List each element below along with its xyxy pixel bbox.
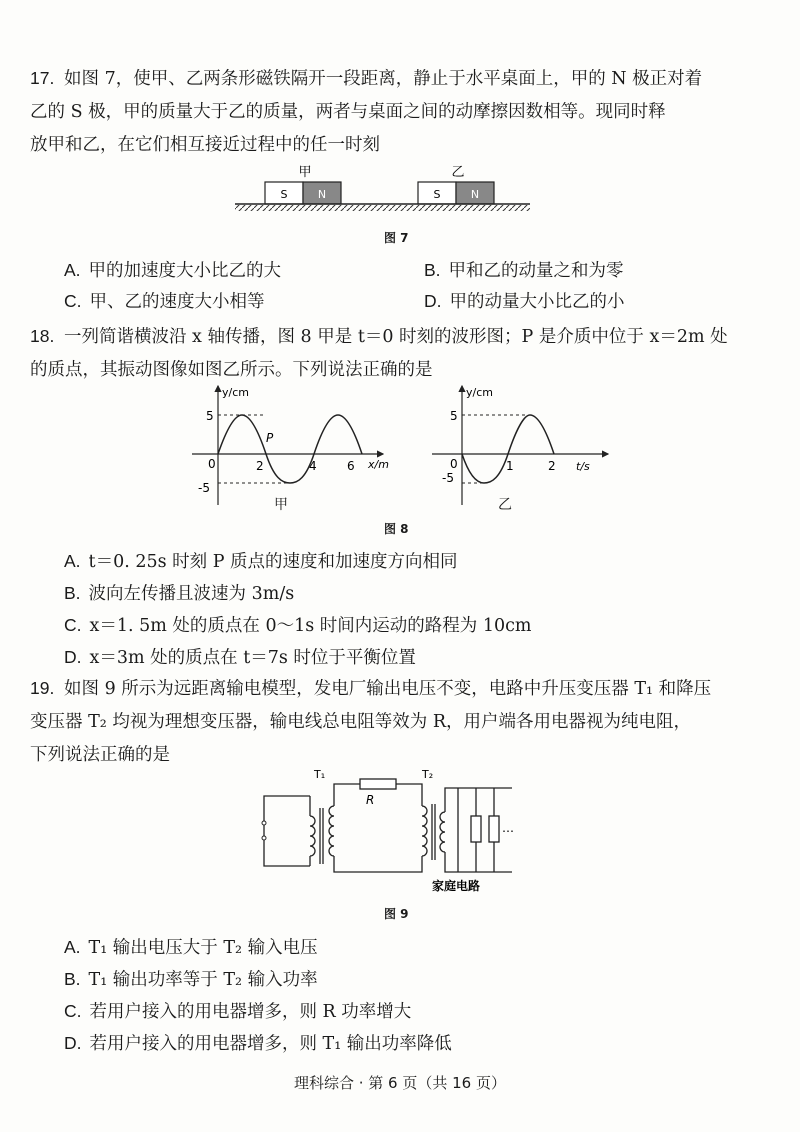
option-label: C. <box>64 291 82 311</box>
option-label: A. <box>64 260 81 280</box>
option-text: 甲、乙的速度大小相等 <box>89 292 265 312</box>
figure-caption: 图 9 <box>384 907 409 921</box>
option-label: A. <box>64 551 81 571</box>
option-text: x＝3m 处的质点在 t＝7s 时位于平衡位置 <box>89 648 416 668</box>
pole-label: N <box>317 188 327 201</box>
resistor-r <box>360 779 396 789</box>
figure-7-magnets <box>230 160 540 220</box>
option-a[interactable] <box>64 936 318 959</box>
option-label: A. <box>64 937 81 957</box>
x-tick-label: 2 <box>256 459 264 473</box>
y-tick-label: 5 <box>450 409 458 423</box>
option-d[interactable] <box>64 646 416 669</box>
question-number: 19. <box>30 678 55 698</box>
option-text: T₁ 输出电压大于 T₂ 输入电压 <box>88 938 318 958</box>
option-label: B. <box>424 260 441 280</box>
x-tick-label: 1 <box>506 459 514 473</box>
option-text: t＝0. 25s 时刻 P 质点的速度和加速度方向相同 <box>88 552 458 572</box>
question-text: 下列说法正确的是 <box>30 745 170 765</box>
question-19 <box>30 672 770 772</box>
question-text: 变压器 T₂ 均视为理想变压器，输电线总电阻等效为 R，用户端各用电器视为纯电阻， <box>30 712 692 732</box>
page-footer: 理科综合 · 第 6 页（共 16 页） <box>293 1074 506 1092</box>
point-p-label: P <box>266 431 274 445</box>
option-label: B. <box>64 583 81 603</box>
option-a[interactable] <box>64 550 458 573</box>
question-text: 如图 7，使甲、乙两条形磁铁隔开一段距离，静止于水平桌面上，甲的 N 极正对着 <box>64 69 703 89</box>
x-tick-label: 4 <box>309 459 317 473</box>
question-text: 放甲和乙，在它们相互接近过程中的任一时刻 <box>30 135 380 155</box>
option-text: 若用户接入的用电器增多，则 T₁ 输出功率降低 <box>89 1034 452 1054</box>
pole-label: N <box>470 188 480 201</box>
option-text: 甲的加速度大小比乙的大 <box>88 261 282 281</box>
option-label: C. <box>64 615 82 635</box>
option-text: 波向左传播且波速为 3m/s <box>88 584 295 604</box>
transformer-t1-label: T₁ <box>314 768 326 781</box>
question-18 <box>30 320 770 387</box>
option-text: 甲和乙的动量之和为零 <box>448 261 624 281</box>
question-text: 的质点，其振动图像如图乙所示。下列说法正确的是 <box>30 360 433 380</box>
option-d[interactable] <box>424 290 625 313</box>
option-text: x＝1. 5m 处的质点在 0～1s 时间内运动的路程为 10cm <box>89 616 532 636</box>
option-b[interactable] <box>64 582 294 605</box>
pole-label: S <box>280 188 288 201</box>
magnet-a-label: 甲 <box>298 165 312 180</box>
axis-label-y: y/cm <box>222 386 249 399</box>
axis-label-x: t/s <box>576 460 590 473</box>
axis-label-x: x/m <box>368 458 389 471</box>
figure-9-circuit <box>250 768 520 898</box>
question-text: 一列简谐横波沿 x 轴传播，图 8 甲是 t＝0 时刻的波形图；P 是介质中位于 x＝2m 处 <box>64 327 728 347</box>
option-c[interactable] <box>64 1000 411 1023</box>
option-label: D. <box>64 1033 82 1053</box>
option-b[interactable] <box>424 259 624 282</box>
option-a[interactable] <box>64 259 281 282</box>
wave-curve <box>218 415 362 483</box>
option-label: D. <box>424 291 442 311</box>
question-number: 18. <box>30 326 55 346</box>
x-tick-label: 6 <box>347 459 355 473</box>
question-text: 乙的 S 极，甲的质量大于乙的质量，两者与桌面之间的动摩擦因数相等。现同时释 <box>30 102 666 122</box>
figure-8-graph-a <box>188 380 398 520</box>
y-tick-label: 5 <box>206 409 214 423</box>
question-17 <box>30 62 770 162</box>
sub-caption-a: 甲 <box>274 497 288 513</box>
option-b[interactable] <box>64 968 318 991</box>
option-label: B. <box>64 969 81 989</box>
option-text: 若用户接入的用电器增多，则 R 功率增大 <box>89 1002 412 1022</box>
option-d[interactable] <box>64 1032 452 1055</box>
transformer-t2-label: T₂ <box>422 768 434 781</box>
table-hatch <box>235 205 530 211</box>
axis-label-y: y/cm <box>466 386 493 399</box>
figure-caption: 图 8 <box>384 522 409 536</box>
magnet-b-label: 乙 <box>451 165 465 180</box>
pole-label: S <box>433 188 441 201</box>
option-text: T₁ 输出功率等于 T₂ 输入功率 <box>88 970 318 990</box>
option-label: C. <box>64 1001 82 1021</box>
figure-caption: 图 7 <box>384 231 409 245</box>
x-tick-label: 2 <box>548 459 556 473</box>
option-label: D. <box>64 647 82 667</box>
sub-caption-b: 乙 <box>498 497 512 513</box>
more-loads-ellipsis: … <box>502 821 514 835</box>
household-circuit-label: 家庭电路 <box>432 879 481 893</box>
option-text: 甲的动量大小比乙的小 <box>449 292 625 312</box>
figure-8-graph-b <box>428 380 618 520</box>
y-tick-label: -5 <box>442 471 454 485</box>
load-resistor <box>471 816 481 842</box>
option-c[interactable] <box>64 290 265 313</box>
question-number: 17. <box>30 68 55 88</box>
resistor-r-label: R <box>366 793 375 807</box>
origin-label: 0 <box>208 457 216 471</box>
y-tick-label: -5 <box>198 481 210 495</box>
option-c[interactable] <box>64 614 532 637</box>
question-text: 如图 9 所示为远距离输电模型，发电厂输出电压不变，电路中升压变压器 T₁ 和降压 <box>64 679 712 699</box>
load-resistor <box>489 816 499 842</box>
origin-label: 0 <box>450 457 458 471</box>
